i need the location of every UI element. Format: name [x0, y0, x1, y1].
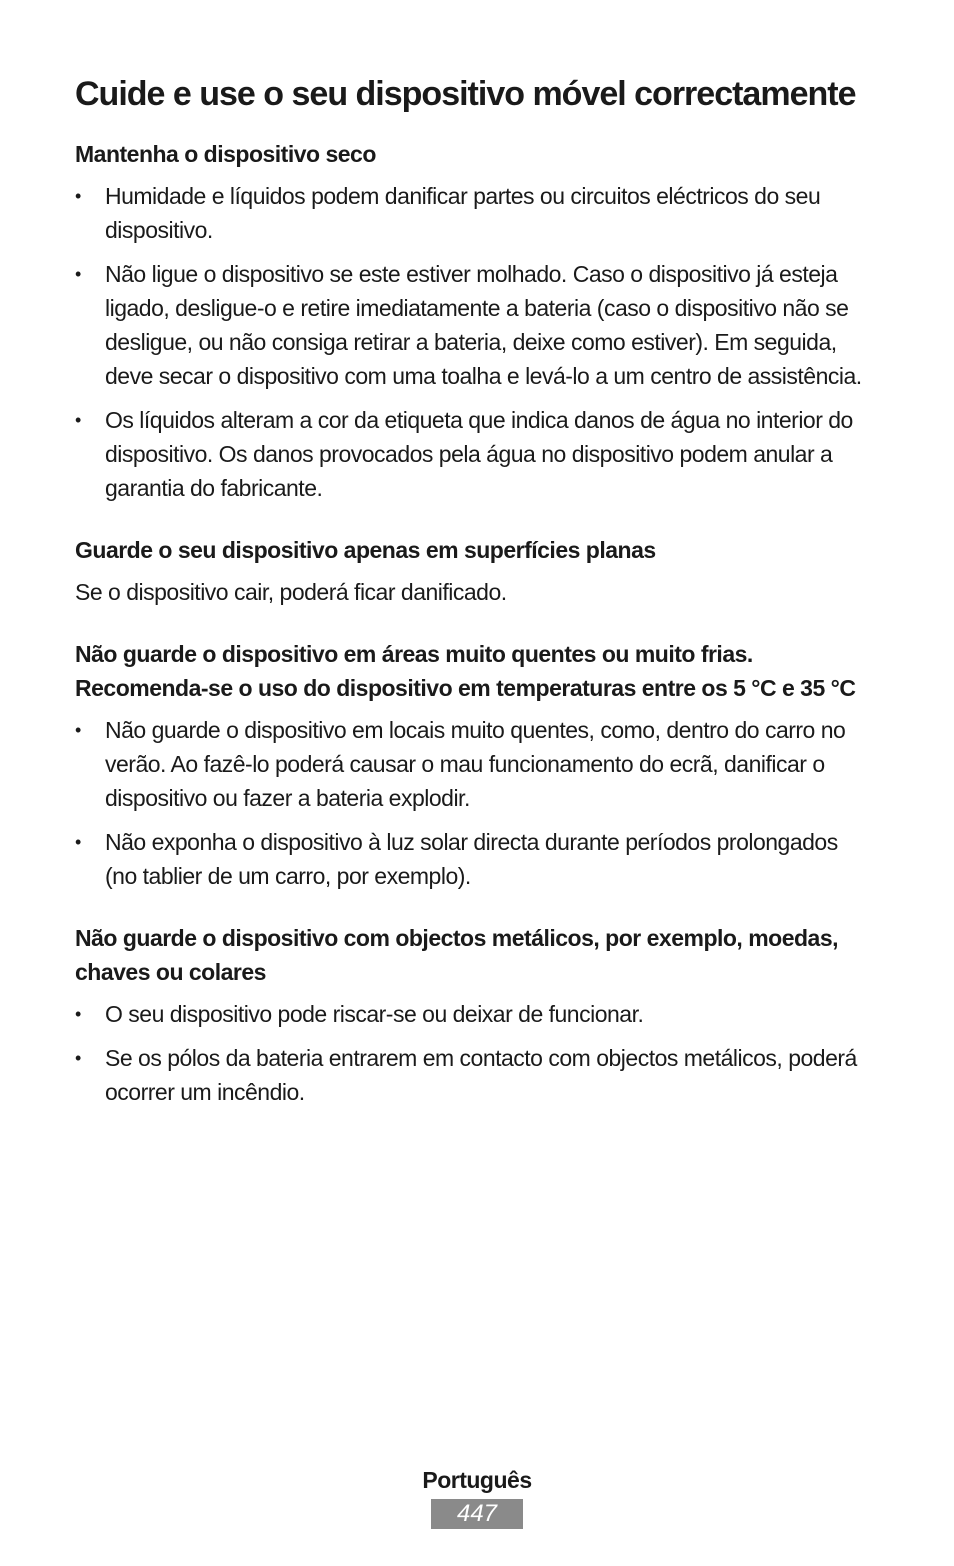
document-page	[75, 72, 875, 1137]
section-flat-surfaces	[75, 533, 875, 609]
bullet-icon: •	[75, 1004, 81, 1024]
bullet-list	[75, 997, 875, 1109]
list-item-text: Se os pólos da bateria entrarem em contacto com objectos metálicos, poderá ocorrer um incêndio.	[105, 1045, 857, 1105]
section-heading: Não guarde o dispositivo em áreas muito quentes ou muito frias. Recomenda-se o uso do dispositivo em temperaturas entre os 5 °C e 35 °C	[75, 641, 856, 701]
list-item	[75, 997, 875, 1031]
bullet-icon: •	[75, 832, 81, 852]
bullet-icon: •	[75, 1048, 81, 1068]
section-metal-objects	[75, 921, 875, 1109]
list-item	[75, 179, 875, 247]
section-heading: Não guarde o dispositivo com objectos metálicos, por exemplo, moedas, chaves ou colares	[75, 925, 839, 985]
page-footer	[0, 1463, 954, 1529]
bullet-icon: •	[75, 186, 81, 206]
list-item	[75, 1041, 875, 1109]
section-heading: Guarde o seu dispositivo apenas em superfícies planas	[75, 537, 656, 563]
bullet-list	[75, 179, 875, 505]
section-keep-dry	[75, 137, 875, 505]
bullet-icon: •	[75, 264, 81, 284]
page-number: 447	[431, 1499, 523, 1529]
bullet-icon: •	[75, 720, 81, 740]
list-item	[75, 257, 875, 393]
list-item	[75, 403, 875, 505]
section-heading: Mantenha o dispositivo seco	[75, 141, 376, 167]
section-temperature	[75, 637, 875, 893]
section-paragraph: Se o dispositivo cair, poderá ficar danificado.	[75, 579, 507, 605]
list-item	[75, 713, 875, 815]
bullet-icon: •	[75, 410, 81, 430]
bullet-list	[75, 713, 875, 893]
list-item-text: Humidade e líquidos podem danificar partes ou circuitos eléctricos do seu dispositivo.	[105, 183, 821, 243]
list-item-text: O seu dispositivo pode riscar-se ou deixar de funcionar.	[105, 1001, 644, 1027]
list-item-text: Não exponha o dispositivo à luz solar directa durante períodos prolongados (no tablier de um carro, por exemplo).	[105, 829, 838, 889]
footer-language: Português	[422, 1467, 532, 1493]
page-title: Cuide e use o seu dispositivo móvel correctamente	[75, 75, 856, 113]
list-item-text: Não ligue o dispositivo se este estiver molhado. Caso o dispositivo já esteja ligado, desligue-o e retire imediatamente a bateria (caso o dispositivo não se desligue, ou não consiga retirar a bateria, deixe como estiver). Em seguida, deve secar o dispositivo com uma toalha e levá-lo a um centro de assistência.	[105, 261, 862, 389]
list-item-text: Os líquidos alteram a cor da etiqueta que indica danos de água no interior do dispositivo. Os danos provocados pela água no dispositivo podem anular a garantia do fabricante.	[105, 407, 853, 501]
list-item-text: Não guarde o dispositivo em locais muito quentes, como, dentro do carro no verão. Ao fazê-lo poderá causar o mau funcionamento do ecrã, danificar o dispositivo ou fazer a bateria explodir.	[105, 717, 846, 811]
list-item	[75, 825, 875, 893]
